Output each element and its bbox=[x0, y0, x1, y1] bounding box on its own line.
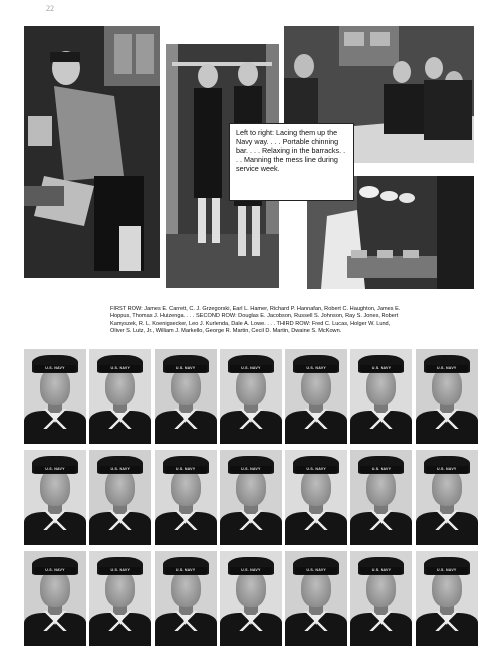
cap-band-label: U.S. NAVY bbox=[360, 365, 402, 372]
cap-band-label: U.S. NAVY bbox=[426, 567, 468, 574]
cap-band-label: U.S. NAVY bbox=[230, 365, 272, 372]
cap-band-label: U.S. NAVY bbox=[360, 567, 402, 574]
sailor-portrait bbox=[89, 349, 151, 444]
cap-band-label: U.S. NAVY bbox=[426, 365, 468, 372]
cap-band-label: U.S. NAVY bbox=[99, 466, 141, 473]
cap-band-label: U.S. NAVY bbox=[295, 466, 337, 473]
sailor-portrait bbox=[220, 450, 282, 545]
sailor-portrait bbox=[220, 551, 282, 646]
page-corner-mark: 22 bbox=[46, 4, 54, 13]
sailor-portrait bbox=[220, 349, 282, 444]
cap-band-label: U.S. NAVY bbox=[360, 466, 402, 473]
cap-band-label: U.S. NAVY bbox=[295, 567, 337, 574]
sailor-portrait bbox=[155, 551, 217, 646]
sailor-portrait bbox=[285, 450, 347, 545]
cap-band-label: U.S. NAVY bbox=[99, 365, 141, 372]
sailor-portrait bbox=[416, 349, 478, 444]
cap-band-label: U.S. NAVY bbox=[34, 567, 76, 574]
sailor-portrait bbox=[350, 349, 412, 444]
portrait-grid bbox=[24, 349, 476, 645]
photo-lacing-hammocks-image bbox=[24, 26, 160, 278]
cap-band-label: U.S. NAVY bbox=[99, 567, 141, 574]
sailor-portrait bbox=[416, 551, 478, 646]
sailor-portrait bbox=[155, 349, 217, 444]
cap-band-label: U.S. NAVY bbox=[34, 466, 76, 473]
cap-band-label: U.S. NAVY bbox=[230, 466, 272, 473]
cap-band-label: U.S. NAVY bbox=[165, 365, 207, 372]
photo-lacing-hammocks bbox=[24, 26, 160, 278]
sailor-portrait bbox=[285, 551, 347, 646]
cap-band-label: U.S. NAVY bbox=[295, 365, 337, 372]
sailor-portrait bbox=[89, 450, 151, 545]
roster-names: FIRST ROW: James E. Carrett, C. J. Grzegorski, Earl L. Hamer, Richard P. Hannafan, Robert C. Haughton, James E. Hoppus, Thomas J. Huizenga. . . . SECOND ROW: Douglas E. Jacobson, Russell S. Johnson, Ray S. Jones, Robert Kamyszek, R. L. Koenigsecker, Leo J. Kurlenda, Dale A. Lowe. . . . THIRD ROW: Fred C. Lucas, Holger W. Lund, Oliver S. Lutz, Jr., William J. Markello, George R. Martin, Cecil D. Martin, Dwaine S. McKown. bbox=[110, 306, 401, 335]
sailor-portrait bbox=[285, 349, 347, 444]
cap-band-label: U.S. NAVY bbox=[426, 466, 468, 473]
photo-caption: Left to right: Lacing them up the Navy way. . . . Portable chinning bar. . . . Relaxing in the barracks. . . . Manning the mess line during service week. bbox=[229, 123, 354, 201]
sailor-portrait bbox=[155, 450, 217, 545]
cap-band-label: U.S. NAVY bbox=[165, 466, 207, 473]
cap-band-label: U.S. NAVY bbox=[165, 567, 207, 574]
sailor-portrait bbox=[350, 551, 412, 646]
sailor-portrait bbox=[350, 450, 412, 545]
sailor-portrait bbox=[24, 450, 86, 545]
cap-band-label: U.S. NAVY bbox=[34, 365, 76, 372]
sailor-portrait bbox=[89, 551, 151, 646]
sailor-portrait bbox=[24, 349, 86, 444]
sailor-portrait bbox=[416, 450, 478, 545]
sailor-portrait bbox=[24, 551, 86, 646]
cap-band-label: U.S. NAVY bbox=[230, 567, 272, 574]
